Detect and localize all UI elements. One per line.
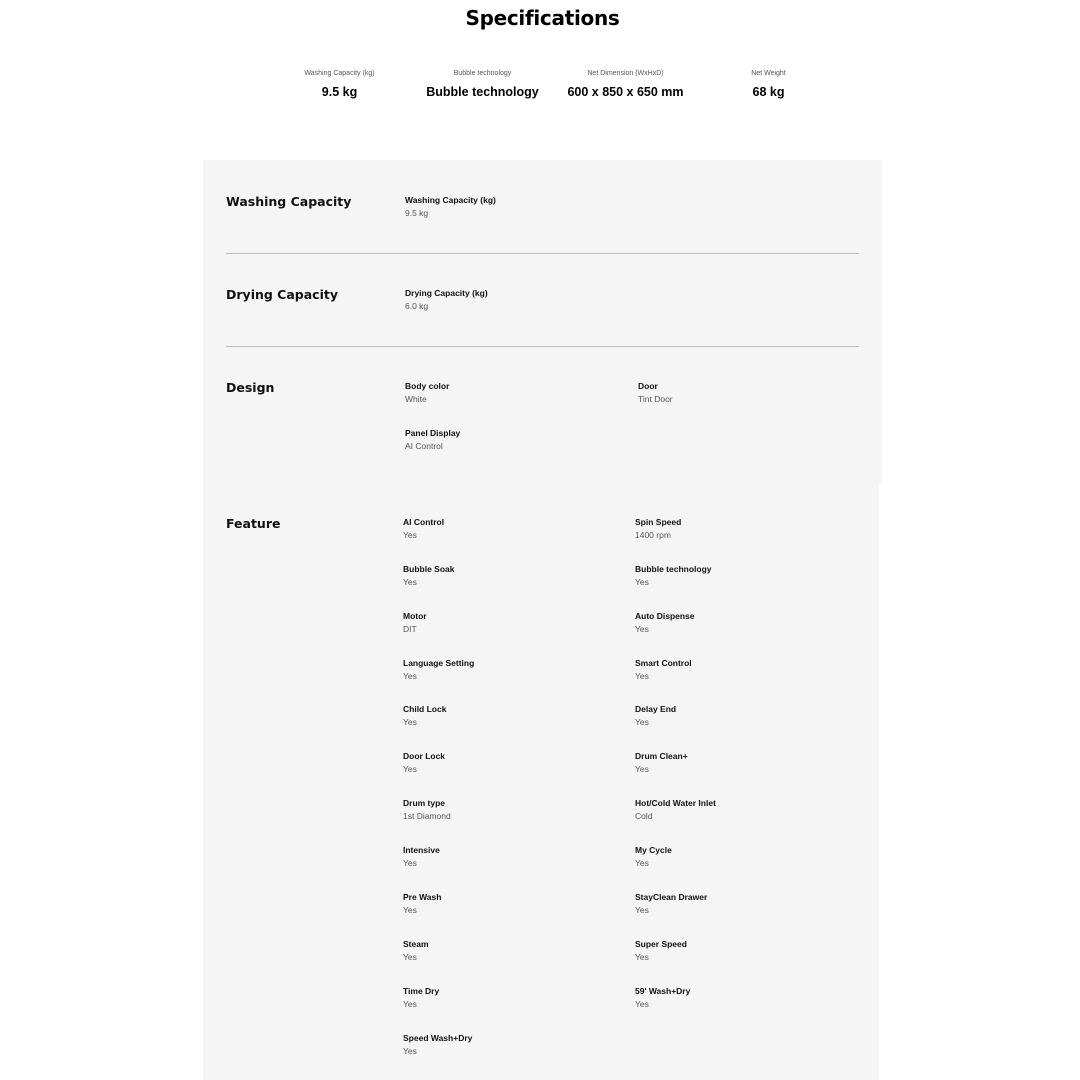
spec-item (635, 844, 855, 869)
section-divider (226, 346, 859, 347)
spec-value: Yes (403, 999, 417, 1009)
spec-item (403, 938, 623, 963)
spec-name: Language Setting (403, 658, 475, 668)
spec-item (635, 750, 855, 775)
summary-item-net-weight (697, 68, 840, 99)
spec-name: Bubble Soak (403, 564, 455, 574)
spec-name: Intensive (403, 845, 440, 855)
spec-value: Yes (635, 905, 649, 915)
spec-name: Smart Control (635, 658, 692, 668)
spec-item (635, 797, 855, 822)
spec-name: My Cycle (635, 845, 672, 855)
spec-name: Drum Clean+ (635, 751, 688, 761)
spec-name: Child Lock (403, 704, 447, 714)
spec-value: Yes (403, 671, 417, 681)
spec-value: 1st Diamond (403, 811, 451, 821)
spec-name: Spin Speed (635, 517, 682, 527)
spec-value: Yes (635, 999, 649, 1009)
spec-name: Auto Dispense (635, 611, 695, 621)
section-divider (226, 253, 859, 254)
spec-item (405, 194, 625, 219)
spec-name: Washing Capacity (kg) (405, 195, 496, 205)
spec-value: Yes (635, 671, 649, 681)
spec-value: 6.0 kg (405, 301, 429, 311)
spec-item (403, 797, 623, 822)
spec-item (635, 703, 855, 728)
spec-value: 9.5 kg (405, 208, 429, 218)
spec-value: Yes (403, 764, 417, 774)
spec-item (635, 657, 855, 682)
spec-value: 1400 rpm (635, 530, 671, 540)
spec-value: AI Control (405, 441, 443, 451)
spec-item (635, 516, 855, 541)
summary-value: 600 x 850 x 650 mm (567, 85, 684, 99)
summary-label: Washing Capacity (kg) (304, 70, 375, 77)
spec-name: Body color (405, 381, 450, 391)
spec-item (638, 380, 858, 405)
spec-item (403, 891, 623, 916)
spec-item (635, 985, 855, 1010)
spec-item (635, 610, 855, 635)
page-title: Specifications (465, 6, 620, 30)
spec-item (635, 938, 855, 963)
summary-row (268, 68, 840, 99)
spec-value: Yes (403, 905, 417, 915)
spec-item (403, 1032, 623, 1057)
spec-item (405, 380, 625, 405)
spec-item (405, 287, 625, 312)
spec-value: Yes (635, 624, 649, 634)
spec-value: Yes (635, 717, 649, 727)
spec-value: Yes (635, 577, 649, 587)
spec-name: Panel Display (405, 428, 461, 438)
spec-name: Bubble technology (635, 564, 712, 574)
summary-item-bubble-technology (411, 68, 554, 99)
spec-item (403, 657, 623, 682)
spec-item (403, 563, 623, 588)
summary-label: Bubble technology (453, 70, 512, 77)
spec-name: Door Lock (403, 751, 446, 761)
spec-name: Motor (403, 611, 427, 621)
spec-item (635, 563, 855, 588)
spec-value: Yes (635, 858, 649, 868)
section-title-feature: Feature (226, 516, 281, 531)
summary-label: Net Dimension (WxHxD) (587, 70, 664, 77)
spec-item (403, 985, 623, 1010)
summary-value: 9.5 kg (321, 85, 358, 99)
spec-name: 59' Wash+Dry (635, 986, 691, 996)
spec-name: StayClean Drawer (635, 892, 708, 902)
spec-name: Speed Wash+Dry (403, 1033, 473, 1043)
spec-name: Drying Capacity (kg) (405, 288, 488, 298)
spec-value: Yes (635, 764, 649, 774)
spec-value: Yes (635, 952, 649, 962)
spec-value: Yes (403, 952, 417, 962)
spec-name: Delay End (635, 704, 677, 714)
spec-value: Yes (403, 858, 417, 868)
spec-name: AI Control (403, 517, 445, 527)
spec-name: Steam (403, 939, 429, 949)
spec-value: Tint Door (638, 394, 673, 404)
section-title-drying-capacity: Drying Capacity (226, 287, 338, 302)
summary-label: Net Weight (751, 70, 786, 77)
spec-value: Yes (403, 577, 417, 587)
spec-item (635, 891, 855, 916)
spec-value: Yes (403, 1046, 417, 1056)
spec-item (403, 610, 623, 635)
summary-item-washing-capacity (268, 68, 411, 99)
summary-value: 68 kg (752, 85, 785, 99)
spec-name: Time Dry (403, 986, 440, 996)
spec-value: DIT (403, 624, 417, 634)
spec-value: White (405, 394, 427, 404)
spec-name: Pre Wash (403, 892, 442, 902)
spec-name: Hot/Cold Water Inlet (635, 798, 716, 808)
section-title-washing-capacity: Washing Capacity (226, 194, 352, 209)
spec-value: Yes (403, 717, 417, 727)
spec-item (403, 844, 623, 869)
spec-item (403, 516, 623, 541)
spec-item (405, 427, 625, 452)
summary-item-net-dimension (554, 68, 697, 99)
section-title-design: Design (226, 380, 275, 395)
spec-item (403, 750, 623, 775)
spec-item (403, 703, 623, 728)
spec-name: Super Speed (635, 939, 687, 949)
summary-value: Bubble technology (426, 85, 539, 99)
spec-name: Door (638, 381, 658, 391)
spec-name: Drum type (403, 798, 446, 808)
spec-value: Yes (403, 530, 417, 540)
spec-value: Cold (635, 811, 653, 821)
